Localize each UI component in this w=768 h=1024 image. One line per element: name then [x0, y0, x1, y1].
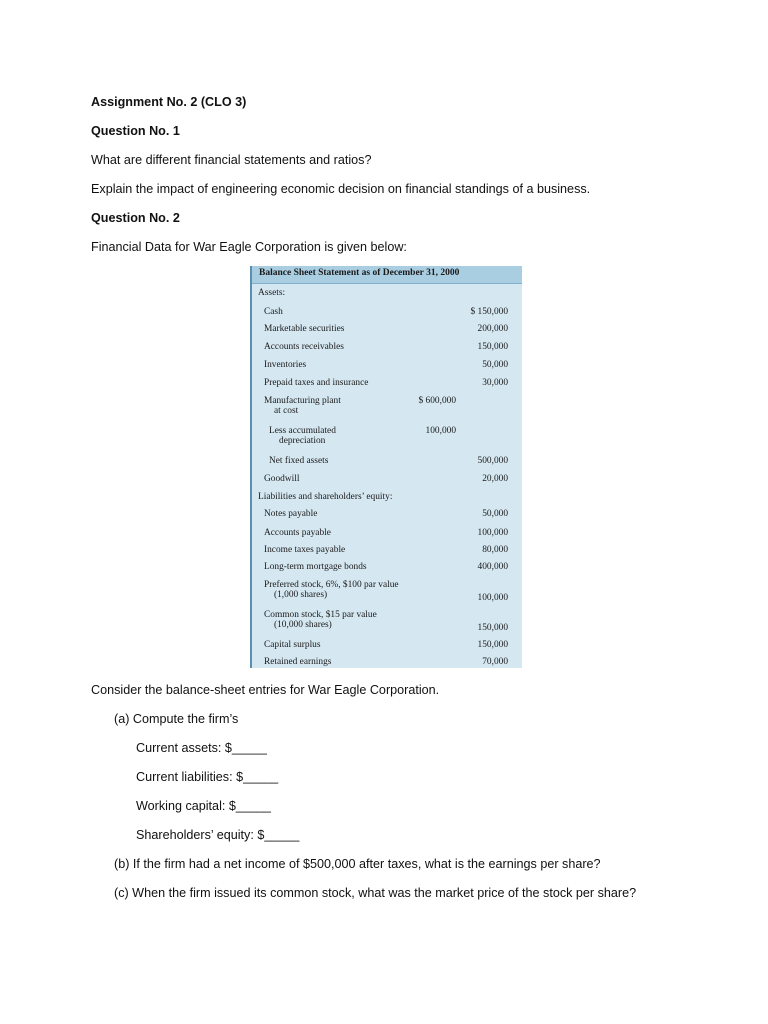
accumulated-depreciation-line-1: Less accumulated [269, 426, 336, 436]
row-value-cash: $ 150,000 [470, 307, 508, 317]
row-label-capital-surplus: Capital surplus [264, 640, 321, 650]
row-value-inventories: 50,000 [482, 360, 508, 370]
row-value-common-stock: 150,000 [477, 623, 508, 633]
blank-current-assets: Current assets: $_____ [136, 741, 267, 755]
row-label-manufacturing-plant [264, 396, 341, 416]
preferred-stock-line-1: Preferred stock, 6%, $100 par value [264, 580, 399, 590]
row-label-retained-earnings: Retained earnings [264, 657, 332, 667]
question-2-heading: Question No. 2 [91, 211, 180, 225]
balance-sheet-title: Balance Sheet Statement as of December 31, 2000 [259, 268, 460, 278]
row-label-goodwill: Goodwill [264, 474, 300, 484]
question-1-line-1: What are different financial statements and ratios? [91, 153, 372, 167]
part-c-label: (c) When the firm issued its common stock, what was the market price of the stock per share? [114, 886, 637, 900]
row-label-marketable-securities: Marketable securities [264, 324, 345, 334]
question-1-heading: Question No. 1 [91, 124, 180, 138]
balance-sheet-header [252, 266, 522, 284]
row-value-mortgage-bonds: 400,000 [477, 562, 508, 572]
assignment-title: Assignment No. 2 (CLO 3) [91, 95, 247, 109]
manufacturing-plant-line-1: Manufacturing plant [264, 396, 341, 406]
row-label-accounts-receivables: Accounts receivables [264, 342, 344, 352]
row-label-notes-payable: Notes payable [264, 509, 318, 519]
row-value-capital-surplus: 150,000 [477, 640, 508, 650]
common-stock-line-1: Common stock, $15 par value [264, 610, 377, 620]
row-value-retained-earnings: 70,000 [482, 657, 508, 667]
row-label-inventories: Inventories [264, 360, 307, 370]
common-stock-line-2: (10,000 shares) [274, 620, 332, 630]
blank-current-liabilities: Current liabilities: $_____ [136, 770, 279, 784]
row-label-common-stock [264, 610, 377, 630]
row-value-marketable-securities: 200,000 [477, 324, 508, 334]
row-label-prepaid-taxes: Prepaid taxes and insurance [264, 378, 369, 388]
row-value-prepaid-taxes: 30,000 [482, 378, 508, 388]
question-2-consider: Consider the balance-sheet entries for War Eagle Corporation. [91, 683, 440, 697]
row-label-income-taxes-payable: Income taxes payable [264, 545, 346, 555]
question-2-intro: Financial Data for War Eagle Corporation is given below: [91, 240, 407, 254]
row-mid-accumulated-depreciation: 100,000 [425, 426, 456, 436]
row-label-net-fixed-assets: Net fixed assets [269, 456, 329, 466]
row-label-preferred-stock [264, 580, 399, 600]
row-label-cash: Cash [264, 307, 283, 317]
row-mid-manufacturing-plant: $ 600,000 [418, 396, 456, 406]
row-label-accumulated-depreciation [269, 426, 336, 446]
row-value-notes-payable: 50,000 [482, 509, 508, 519]
preferred-stock-line-2: (1,000 shares) [274, 590, 328, 600]
part-a-label: (a) Compute the firm’s [114, 712, 239, 726]
question-1-line-2: Explain the impact of engineering economic decision on financial standings of a business. [91, 182, 591, 196]
accumulated-depreciation-line-2: depreciation [279, 436, 326, 446]
liabilities-header: Liabilities and shareholders’ equity: [258, 492, 393, 502]
manufacturing-plant-line-2: at cost [274, 406, 299, 416]
row-value-accounts-payable: 100,000 [477, 528, 508, 538]
row-label-mortgage-bonds: Long-term mortgage bonds [264, 562, 367, 572]
row-value-goodwill: 20,000 [482, 474, 508, 484]
row-value-income-taxes-payable: 80,000 [482, 545, 508, 555]
row-value-net-fixed-assets: 500,000 [477, 456, 508, 466]
blank-shareholders-equity: Shareholders’ equity: $_____ [136, 828, 300, 842]
balance-sheet-table [250, 266, 522, 668]
part-b-label: (b) If the firm had a net income of $500,000 after taxes, what is the earnings per share? [114, 857, 601, 871]
assets-header: Assets: [258, 288, 286, 298]
row-value-accounts-receivables: 150,000 [477, 342, 508, 352]
blank-working-capital: Working capital: $_____ [136, 799, 271, 813]
row-value-preferred-stock: 100,000 [477, 593, 508, 603]
row-label-accounts-payable: Accounts payable [264, 528, 331, 538]
